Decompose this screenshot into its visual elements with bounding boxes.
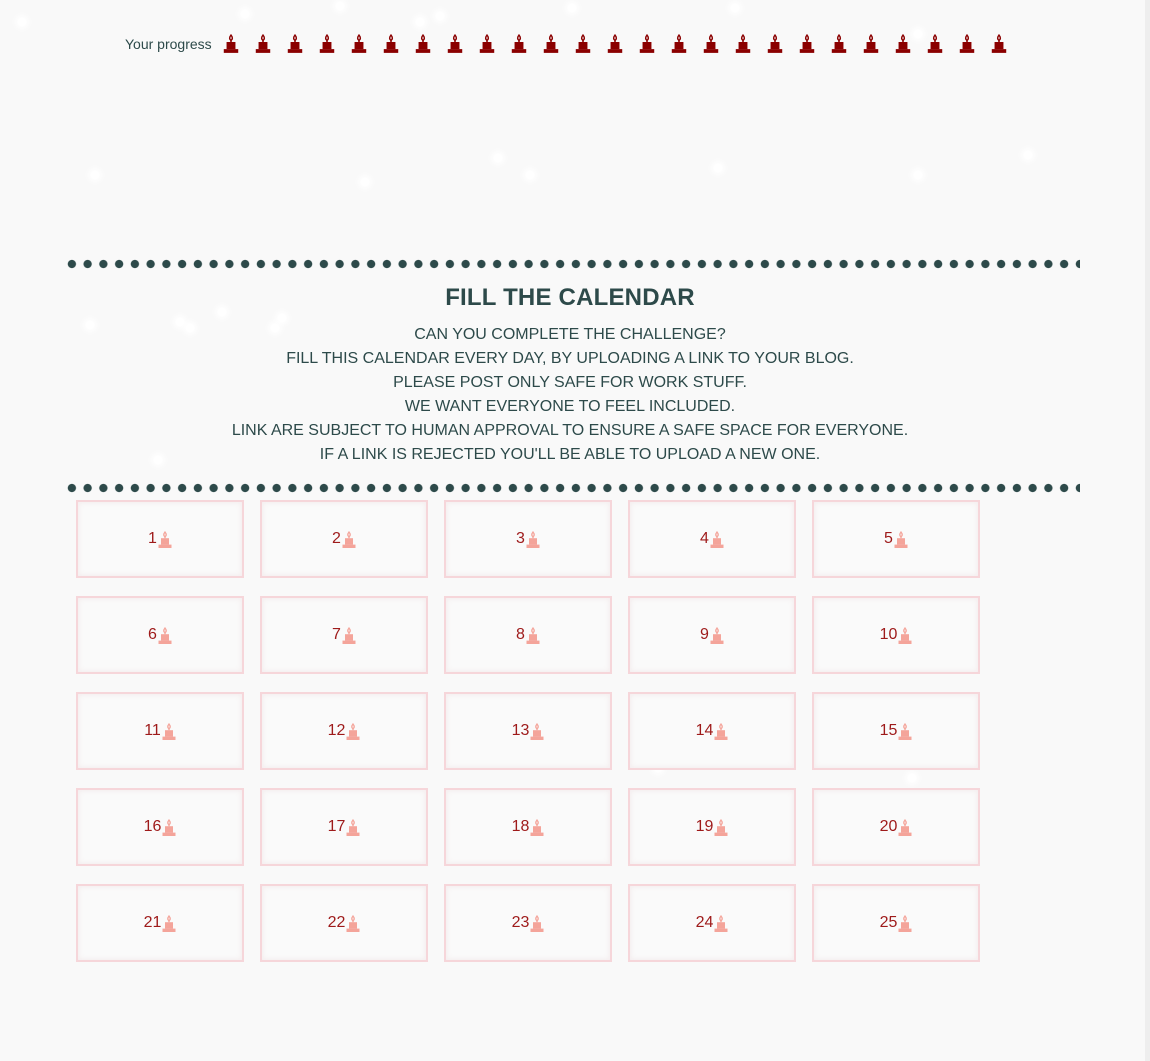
candle-icon: [221, 33, 241, 55]
candle-icon: [413, 33, 433, 55]
calendar-day-18[interactable]: [444, 788, 612, 866]
day-number: 21: [143, 914, 162, 931]
candle-icon: [989, 33, 1009, 55]
page-title: FILL THE CALENDAR: [445, 284, 695, 311]
candle-icon: [714, 721, 728, 741]
candle-icon: [530, 721, 544, 741]
candle-icon: [573, 33, 593, 55]
day-number: 15: [879, 722, 898, 739]
candle-icon: [317, 33, 337, 55]
candle-icon: [530, 913, 544, 933]
day-number: 9: [700, 626, 709, 643]
dotted-divider-bottom: [64, 483, 1080, 493]
candle-icon: [714, 817, 728, 837]
calendar-day-16[interactable]: [76, 788, 244, 866]
candle-icon: [898, 817, 912, 837]
day-number: 10: [879, 626, 898, 643]
calendar-day-3[interactable]: [444, 500, 612, 578]
candle-icon: [898, 721, 912, 741]
calendar-day-22[interactable]: [260, 884, 428, 962]
snowflake: [494, 154, 502, 162]
candle-icon: [526, 529, 540, 549]
snowflake: [336, 2, 344, 10]
day-number: 2: [332, 530, 341, 547]
candle-icon: [445, 33, 465, 55]
candle-icon: [530, 817, 544, 837]
candle-icon: [669, 33, 689, 55]
calendar-day-5[interactable]: [812, 500, 980, 578]
calendar-day-14[interactable]: [628, 692, 796, 770]
snowflake: [416, 18, 424, 26]
snowflake: [568, 4, 576, 12]
candle-icon: [477, 33, 497, 55]
candle-icon: [797, 33, 817, 55]
day-number: 11: [144, 722, 161, 739]
day-number: 8: [516, 626, 525, 643]
snowflake: [436, 12, 444, 20]
calendar-day-8[interactable]: [444, 596, 612, 674]
snowflake: [714, 164, 722, 172]
day-number: 17: [327, 818, 346, 835]
candle-icon: [346, 817, 360, 837]
calendar-day-10[interactable]: [812, 596, 980, 674]
candle-icon: [162, 913, 176, 933]
candle-icon: [898, 913, 912, 933]
day-number: 24: [695, 914, 714, 931]
candle-icon: [162, 817, 176, 837]
snowflake: [914, 171, 922, 179]
calendar-day-20[interactable]: [812, 788, 980, 866]
day-number: 13: [511, 722, 530, 739]
candle-icon: [253, 33, 273, 55]
description-line: IF A LINK IS REJECTED YOU'LL BE ABLE TO UPLOAD A NEW ONE.: [319, 446, 821, 463]
snowflake: [91, 171, 99, 179]
candle-icon: [342, 529, 356, 549]
snowflake: [526, 171, 534, 179]
calendar-grid: [76, 500, 980, 962]
calendar-day-23[interactable]: [444, 884, 612, 962]
candle-icon: [765, 33, 785, 55]
candle-icon: [829, 33, 849, 55]
description-line: LINK ARE SUBJECT TO HUMAN APPROVAL TO ENSURE A SAFE SPACE FOR EVERYONE.: [231, 422, 909, 439]
snowflake: [18, 18, 26, 26]
candle-icon: [925, 33, 945, 55]
snowflake: [731, 4, 739, 12]
snowflake: [1024, 151, 1032, 159]
candle-icon: [898, 625, 912, 645]
calendar-day-12[interactable]: [260, 692, 428, 770]
description-line: WE WANT EVERYONE TO FEEL INCLUDED.: [404, 398, 736, 415]
candle-icon: [381, 33, 401, 55]
candle-icon: [701, 33, 721, 55]
day-number: 6: [148, 626, 157, 643]
day-number: 3: [516, 530, 525, 547]
day-number: 20: [879, 818, 898, 835]
snowflake: [278, 314, 286, 322]
snowflake: [361, 178, 369, 186]
candle-icon: [714, 913, 728, 933]
candle-icon: [342, 625, 356, 645]
candle-icon: [349, 33, 369, 55]
day-number: 5: [884, 530, 893, 547]
day-number: 14: [695, 722, 714, 739]
calendar-day-1[interactable]: [76, 500, 244, 578]
candle-icon: [346, 913, 360, 933]
candle-icon: [893, 33, 913, 55]
day-number: 19: [695, 818, 714, 835]
day-number: 16: [143, 818, 162, 835]
candle-icon: [605, 33, 625, 55]
candle-icon: [162, 721, 176, 741]
day-number: 18: [511, 818, 530, 835]
day-number: 25: [879, 914, 898, 931]
calendar-day-7[interactable]: [260, 596, 428, 674]
day-number: 4: [700, 530, 709, 547]
calendar-day-25[interactable]: [812, 884, 980, 962]
calendar-day-24[interactable]: [628, 884, 796, 962]
day-number: 23: [511, 914, 530, 931]
calendar-day-2[interactable]: [260, 500, 428, 578]
day-number: 1: [148, 530, 157, 547]
calendar-day-4[interactable]: [628, 500, 796, 578]
calendar-day-13[interactable]: [444, 692, 612, 770]
candle-icon: [158, 529, 172, 549]
progress-tracker: [125, 33, 1009, 55]
snowflake: [241, 10, 249, 18]
candle-icon: [861, 33, 881, 55]
progress-label: Your progress: [125, 36, 212, 52]
candle-icon: [158, 625, 172, 645]
candle-icon: [346, 721, 360, 741]
challenge-description: [0, 323, 1140, 467]
candle-icon: [541, 33, 561, 55]
calendar-day-6[interactable]: [76, 596, 244, 674]
dotted-divider-top: [64, 259, 1080, 269]
candle-icon: [637, 33, 657, 55]
calendar-day-9[interactable]: [628, 596, 796, 674]
description-line: PLEASE POST ONLY SAFE FOR WORK STUFF.: [393, 374, 747, 391]
progress-candles: [221, 33, 1009, 55]
day-number: 12: [327, 722, 346, 739]
scrollbar[interactable]: [1145, 0, 1150, 1061]
description-line: CAN YOU COMPLETE THE CHALLENGE?: [414, 326, 726, 343]
candle-icon: [710, 625, 724, 645]
calendar-day-21[interactable]: [76, 884, 244, 962]
candle-icon: [957, 33, 977, 55]
candle-icon: [285, 33, 305, 55]
candle-icon: [526, 625, 540, 645]
candle-icon: [710, 529, 724, 549]
calendar-day-11[interactable]: [76, 692, 244, 770]
day-number: 22: [327, 914, 346, 931]
calendar-day-19[interactable]: [628, 788, 796, 866]
candle-icon: [509, 33, 529, 55]
candle-icon: [733, 33, 753, 55]
day-number: 7: [332, 626, 341, 643]
candle-icon: [894, 529, 908, 549]
description-line: FILL THIS CALENDAR EVERY DAY, BY UPLOADING A LINK TO YOUR BLOG.: [286, 350, 854, 367]
calendar-day-15[interactable]: [812, 692, 980, 770]
calendar-day-17[interactable]: [260, 788, 428, 866]
